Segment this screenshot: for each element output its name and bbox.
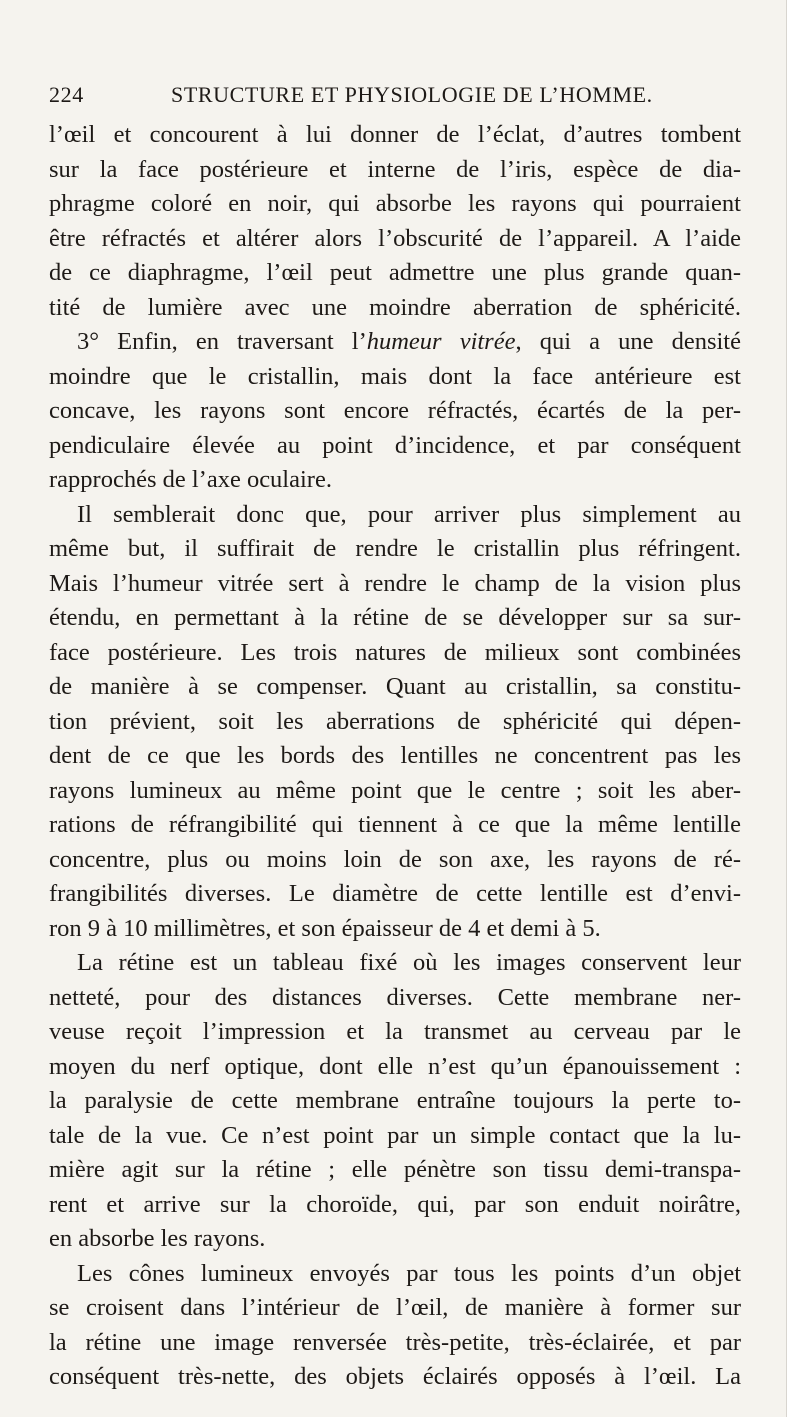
text-line: même but, il suffirait de rendre le cristallin plus réfringent.	[49, 535, 741, 562]
text-line: netteté, pour des distances diverses. Cette membrane ner-	[49, 983, 741, 1011]
text-line: Les cônes lumineux envoyés par tous les points d’un objet	[77, 1259, 741, 1287]
text-line: mière agit sur la rétine ; elle pénètre son tissu demi-transpa-	[49, 1156, 741, 1183]
page-number: 224	[49, 82, 84, 107]
text-line: la paralysie de cette membrane entraîne toujours la perte to-	[49, 1087, 741, 1114]
text-line: être réfractés et altérer alors l’obscurité de l’appareil. A l’aide	[49, 224, 741, 252]
text-line: ron 9 à 10 millimètres, et son épaisseur de 4 et demi à 5.	[49, 914, 601, 942]
page-edge	[786, 0, 801, 1417]
text-line: moyen du nerf optique, dont elle n’est qu’un épanouissement :	[49, 1052, 741, 1080]
text-line: frangibilités diverses. Le diamètre de cette lentille est d’envi-	[49, 880, 741, 907]
text-line: face postérieure. Les trois natures de milieux sont combinées	[49, 638, 741, 666]
text-line: veuse reçoit l’impression et la transmet au cerveau par le	[49, 1018, 741, 1045]
text-line: en absorbe les rayons.	[49, 1225, 266, 1252]
text-line: La rétine est un tableau fixé où les images conservent leur	[77, 949, 741, 976]
text-line: pendiculaire élevée au point d’incidence, et par conséquent	[49, 431, 741, 459]
text-line: de manière à se compenser. Quant au cristallin, sa constitu-	[49, 673, 741, 700]
text-line: de ce diaphragme, l’œil peut admettre une plus grande quan-	[49, 259, 741, 286]
body-text	[49, 118, 741, 1395]
text-line: conséquent très-nette, des objets éclairés opposés à l’œil. La	[49, 1363, 741, 1390]
text-line: rations de réfrangibilité qui tiennent à ce que la même lentille	[49, 811, 741, 838]
text-line: étendu, en permettant à la rétine de se développer sur sa sur-	[49, 604, 741, 631]
text-line: concentre, plus ou moins loin de son axe, les rayons de ré-	[49, 845, 741, 873]
page-header	[49, 82, 740, 112]
text-line: tité de lumière avec une moindre aberration de sphéricité.	[49, 293, 741, 321]
text-line: tion prévient, soit les aberrations de sphéricité qui dépen-	[49, 707, 741, 735]
text-line: concave, les rayons sont encore réfractés, écartés de la per-	[49, 397, 741, 424]
text-line: dent de ce que les bords des lentilles ne concentrent pas les	[49, 742, 741, 769]
text-line: la rétine une image renversée très-petite, très-éclairée, et par	[49, 1328, 741, 1356]
text-line: sur la face postérieure et interne de l’iris, espèce de dia-	[49, 155, 741, 183]
text-line: rapprochés de l’axe oculaire.	[49, 466, 332, 493]
text-line: Mais l’humeur vitrée sert à rendre le champ de la vision plus	[49, 569, 741, 597]
italic-term: humeur vitrée	[366, 328, 516, 355]
text-line: rayons lumineux au même point que le centre ; soit les aber-	[49, 776, 741, 804]
text-line: phragme coloré en noir, qui absorbe les rayons qui pourraient	[49, 190, 741, 217]
text-line: 3° Enfin, en traversant l’humeur vitrée, qui a une densité	[77, 328, 741, 355]
text-line: tale de la vue. Ce n’est point par un simple contact que la lu-	[49, 1121, 741, 1149]
running-title: STRUCTURE ET PHYSIOLOGIE DE L’HOMME.	[171, 82, 653, 107]
text-line: Il semblerait donc que, pour arriver plus simplement au	[77, 500, 741, 528]
text-line: l’œil et concourent à lui donner de l’éclat, d’autres tombent	[49, 121, 741, 148]
text-line: rent et arrive sur la choroïde, qui, par son enduit noirâtre,	[49, 1190, 741, 1218]
text-line: se croisent dans l’intérieur de l’œil, de manière à former sur	[49, 1294, 741, 1321]
text-line: moindre que le cristallin, mais dont la face antérieure est	[49, 362, 741, 390]
